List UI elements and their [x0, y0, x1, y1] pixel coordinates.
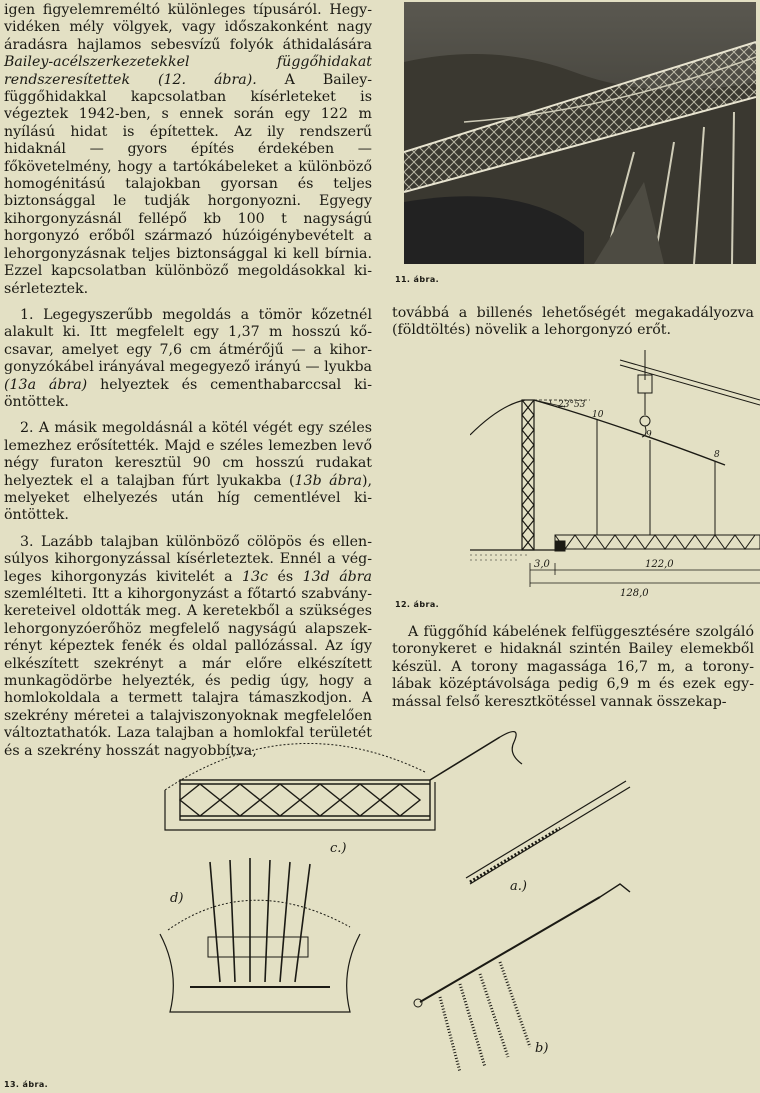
left-text-column: [4, 2, 372, 760]
dimension-128-0: 128,0: [620, 588, 649, 599]
bridge-photograph: [404, 2, 756, 264]
paragraph-1: 1. Legegyszerűbb megoldás a tömör kőzetnél alakult ki. Itt megfelelt egy 1,37 m hosszú kőcsavar, amelyet egy 7,6 cm átmérőjű — a kihorgonyzókábel irányával megegyező irányú — lyukba (13a ábra) helyeztek és cementhabarccsal kiöntöttek.: [4, 306, 372, 410]
right-text-top: továbbá a billenés lehetőségét megakadályozva (földtöltés) növelik a lehorgonyzó erőt.: [392, 305, 754, 339]
hanger-label-10: 10: [592, 410, 604, 420]
right-text-bottom: A függőhíd kábelének felfüggesztésére szolgáló toronykeret e hidaknál szintén Bailey elemekből készül. A torony magassága 16,7 m, a toronylábak középtávolsága pedig 6,9 m és ezek egymással felső keresztkötéssel vannak összekap-: [392, 624, 754, 710]
figure-13-caption: 13. ábra.: [4, 1080, 49, 1089]
figure-12-caption: 12. ábra.: [395, 600, 440, 609]
paragraph-3: 3. Lazább talajban különböző cölöpös és ellensúlyos kihorgonyzással kísérleteztek. Ennél a végleges kihorgonyzás kivitelét a 13c és 13d ábra szemlélteti. Itt a kihorgonyzást a főtartó szabványkereteivel oldották meg. A keretekből a szükséges lehorgonyzóerőhöz megfelelő nagyságú alapszekrényt képeztek fenék és oldal pallózással. Az így elkészített szekrényt a már előre elkészített munkagödörbe helyezték, és pedig úgy, hogy a homlokoldala a termett talajra támaszkodjon. A szekrény méretei a talajviszonyoknak megfelelően változtathatók. Laza talajban a homlokfal területét és a szekrény hosszát nagyobbítva,: [4, 533, 372, 759]
suspension-bridge-diagram: [470, 345, 760, 605]
dimension-122-0: 122,0: [645, 559, 674, 570]
anchorage-diagrams: [150, 712, 750, 1088]
label-b: b): [535, 1041, 549, 1056]
dimension-3-0: 3,0: [534, 559, 550, 570]
paragraph-2: 2. A másik megoldásnál a kötél végét egy széles lemezhez erősítették. Majd e széles lemezben levő négy furaton keresztül 90 cm hosszú rudakat helyeztek el a talajban fúrt lyukakba (13b ábra), melyeket elhelyezés után híg cementlével kiöntöttek.: [4, 420, 372, 524]
figure-11-caption: 11. ábra.: [395, 275, 440, 284]
label-c: c.): [330, 841, 347, 856]
label-a: a.): [510, 879, 527, 894]
label-d: d): [170, 891, 184, 906]
paragraph-intro: igen figyelemreméltó különleges típusáról. Hegyvidéken mély völgyek, vagy időszakonként nagy áradásra hajlamos sebesvízű folyók áthidalására Bailey-acélszerkezetekkel függőhidakat rendszeresítettek (12. ábra). A Bailey-függőhidakkal kapcsolatban kísérleteket is végeztek 1942-ben, s ennek során egy 122 m nyílású hidat is építettek. Az ily rendszerű hidaknál — gyors építés érdekében — főkövetelmény, hogy a tartókábeleket a különböző homogénitású talajokban gyorsan és teljes biztonsággal le tudják horgonyozni. Egyegy kihorgonyzásnál fellépő kb 100 t nagyságú horgonyzó erőből származó húzóigénybevételt a lehorgonyzásnak teljes biztonsággal ki kell bírnia. Ezzel kapcsolatban különböző megoldásokkal kisérleteztek.: [4, 2, 373, 297]
hanger-label-8: 8: [714, 450, 720, 460]
angle-label: 23°53: [558, 400, 586, 410]
hanger-label-9: 9: [646, 430, 652, 440]
